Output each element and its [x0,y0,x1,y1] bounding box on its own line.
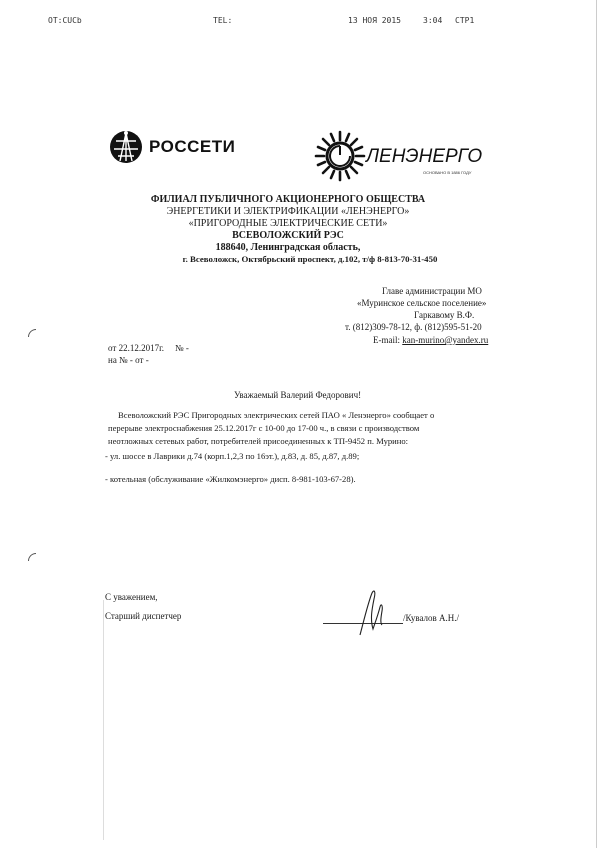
salutation: Уважаемый Валерий Федорович! [234,390,362,400]
recipient-email-link[interactable]: kan-murino@yandex.ru [402,335,489,345]
fax-time: 3:04 [423,16,443,25]
rosseti-logo [108,129,144,170]
ref-number: № - [175,343,189,353]
rosseti-emblem-icon [108,129,144,165]
lenenergo-logo [312,128,368,189]
scan-edge-right [596,0,597,848]
ref-date: от 22.12.2017г. [108,343,164,353]
recipient-line-1: Главе администрации МО [382,286,482,296]
org-line-5: 188640, Ленинградская область, [215,242,361,253]
lenenergo-wordmark: ЛЕНЭНЕРГО [366,146,483,167]
recipient-line-3: Гаркавому В.Ф. [414,310,475,320]
closing-position: Старший диспетчер [105,611,182,621]
org-line-6: г. Всеволожск, Октябрьский проспект, д.102, т/ф 8-813-70-31-450 [182,254,438,264]
closing-name: /Кувалов А.Н./ [403,613,460,623]
closing-regards: С уважением, [105,592,158,602]
body-p1-line1: Всеволожский РЭС Пригородных электрических сетей ПАО « Ленэнерго» сообщает о [118,410,435,420]
recipient-email-row [373,335,488,345]
org-line-1: ФИЛИАЛ ПУБЛИЧНОГО АКЦИОНЕРНОГО ОБЩЕСТВА [150,194,426,205]
fax-date: 13 НОЯ 2015 [348,16,401,25]
rosseti-wordmark: РОССЕТИ [149,137,236,156]
margin-mark [28,329,36,337]
body-p1-line3: неотложных сетевых работ, потребителей присоединенных к ТП-9452 п. Мурино: [108,436,409,446]
recipient-line-2: «Муринское сельское поселение» [357,298,487,308]
fax-page: СТР1 [455,16,475,25]
org-line-2: ЭНЕРГЕТИКИ И ЭЛЕКТРИФИКАЦИИ «ЛЕНЭНЕРГО» [166,206,410,217]
lenenergo-tagline: ОСНОВАНО В 1886 ГОДУ [423,170,472,175]
org-line-4: ВСЕВОЛОЖСКИЙ РЭС [232,230,344,241]
body-item-2: - котельная (обслуживание «Жилкомэнерго» дисп. 8-981-103-67-28). [105,474,356,484]
fax-from: OT:CUCb [48,16,82,25]
org-line-3: «ПРИГОРОДНЫЕ ЭЛЕКТРИЧЕСКИЕ СЕТИ» [188,218,388,229]
lenenergo-sun-icon [312,128,368,184]
signature-scribble [356,585,390,637]
fax-tel: TEL: [213,16,233,25]
scan-edge-left [103,600,104,840]
ref-line-2: на № - от - [108,355,149,365]
margin-mark [28,553,36,561]
recipient-line-4: т. (812)309-78-12, ф. (812)595-51-20 [345,322,482,332]
body-item-1: - ул. шоссе в Лаврики д.74 (корп.1,2,3 по 16эт.), д.83, д. 85, д.87, д.89; [105,451,360,461]
body-p1-line2: перерыве электроснабжения 25.12.2017г с 10-00 до 17-00 ч., в связи с производством [108,423,420,433]
email-label: E-mail: [373,335,400,345]
